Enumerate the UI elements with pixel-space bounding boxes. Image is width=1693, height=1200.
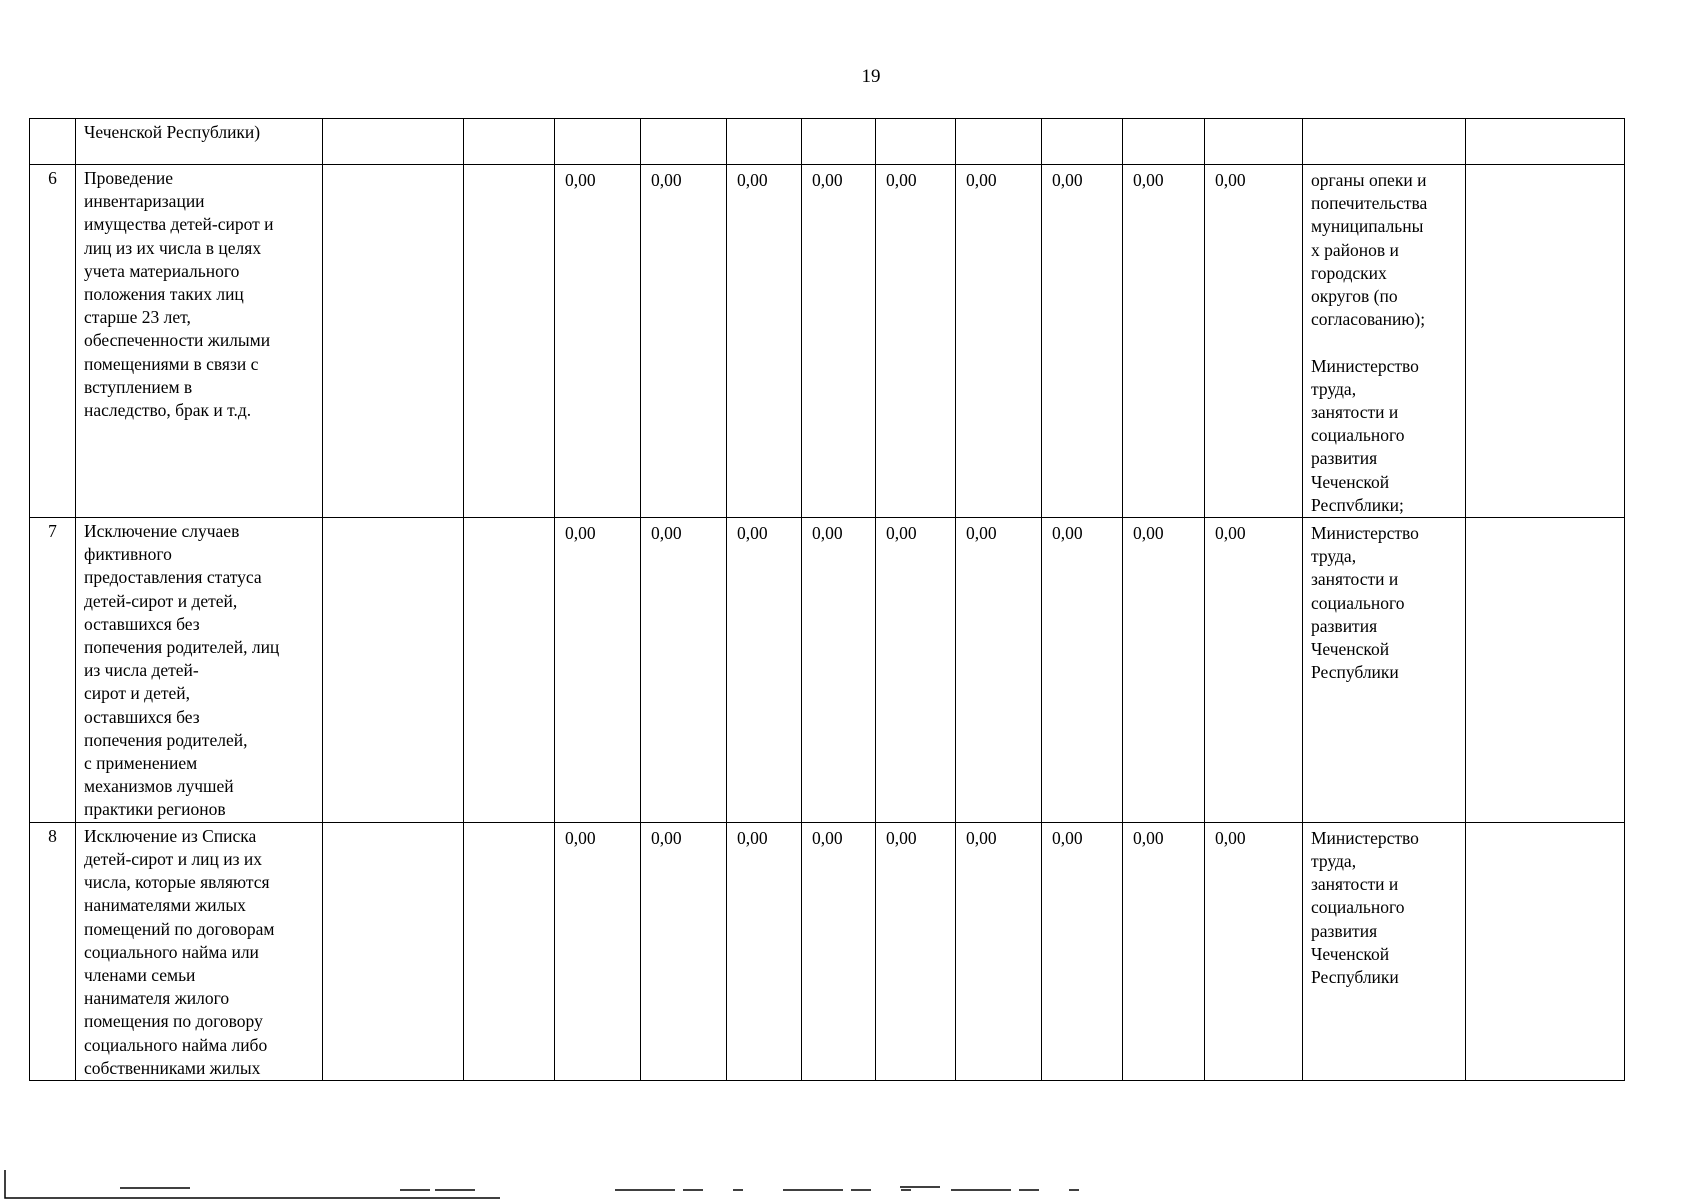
cell-activity-name: Исключение случаев фиктивного предоставления статуса детей-сирот и детей, оставшихся без попечения родителей, лиц из числа детей- сирот и детей, оставшихся без попечения родителей, с применением механизмов лучшей практики регионов bbox=[76, 518, 323, 823]
cell-value: 0,00 bbox=[641, 518, 727, 823]
cell-empty bbox=[464, 165, 555, 518]
cell-value: 0,00 bbox=[641, 822, 727, 1080]
page-number: 19 bbox=[861, 66, 881, 87]
cell-value: 0,00 bbox=[876, 518, 956, 823]
cell-value: 0,00 bbox=[1123, 518, 1205, 823]
cell-empty bbox=[876, 119, 956, 165]
cell-value: 0,00 bbox=[1205, 165, 1303, 518]
table-row bbox=[30, 822, 1625, 1080]
cell-value: 0,00 bbox=[876, 822, 956, 1080]
cell-empty bbox=[464, 822, 555, 1080]
cell-responsible: органы опеки и попечительства муниципальны х районов и городских округов (по согласованию); Министерство труда, занятости и социального развития Чеченской Респvблики; bbox=[1303, 165, 1466, 518]
cell-empty bbox=[1466, 165, 1625, 518]
cell-value: 0,00 bbox=[1205, 518, 1303, 823]
cell-value: 0,00 bbox=[555, 822, 641, 1080]
cell-value: 0,00 bbox=[641, 165, 727, 518]
cell-value: 0,00 bbox=[956, 165, 1042, 518]
cell-value: 0,00 bbox=[727, 165, 802, 518]
cell-empty bbox=[956, 119, 1042, 165]
cell-empty bbox=[323, 165, 464, 518]
cell-value: 0,00 bbox=[956, 518, 1042, 823]
table-row-continuation bbox=[30, 119, 1625, 165]
cell-value: 0,00 bbox=[956, 822, 1042, 1080]
cell-empty bbox=[1205, 119, 1303, 165]
cell-value: 0,00 bbox=[1042, 518, 1123, 823]
cell-empty bbox=[641, 119, 727, 165]
cell-empty bbox=[1466, 119, 1625, 165]
cell-empty bbox=[464, 119, 555, 165]
cell-value: 0,00 bbox=[1042, 822, 1123, 1080]
cell-value: 0,00 bbox=[1123, 165, 1205, 518]
cell-activity-name: Исключение из Списка детей-сирот и лиц из их числа, которые являются нанимателями жилых помещений по договорам социального найма или членами семьи нанимателя жилого помещения по договору социального найма либо собственниками жилых bbox=[76, 822, 323, 1080]
cell-empty bbox=[1123, 119, 1205, 165]
cell-value: 0,00 bbox=[1205, 822, 1303, 1080]
cell-value: 0,00 bbox=[1123, 822, 1205, 1080]
cell-activity-name: Чеченской Республики) bbox=[76, 119, 323, 165]
cell-value: 0,00 bbox=[1042, 165, 1123, 518]
cell-value: 0,00 bbox=[555, 165, 641, 518]
cell-value: 0,00 bbox=[876, 165, 956, 518]
cell-empty bbox=[323, 518, 464, 823]
cell-responsible bbox=[1303, 119, 1466, 165]
program-activities-table bbox=[29, 118, 1625, 1081]
cell-value: 0,00 bbox=[802, 822, 876, 1080]
cell-empty bbox=[555, 119, 641, 165]
scan-artifact-lines bbox=[0, 1150, 1693, 1200]
cell-value: 0,00 bbox=[802, 518, 876, 823]
cell-empty bbox=[1466, 518, 1625, 823]
cell-num bbox=[30, 119, 76, 165]
cell-empty bbox=[464, 518, 555, 823]
cell-responsible: Министерство труда, занятости и социального развития Чеченской Республики bbox=[1303, 518, 1466, 823]
cell-empty bbox=[323, 822, 464, 1080]
cell-empty bbox=[1042, 119, 1123, 165]
cell-empty bbox=[1466, 822, 1625, 1080]
cell-num: 7 bbox=[30, 518, 76, 823]
cell-value: 0,00 bbox=[555, 518, 641, 823]
cell-empty bbox=[727, 119, 802, 165]
cell-num: 8 bbox=[30, 822, 76, 1080]
cell-empty bbox=[802, 119, 876, 165]
cell-value: 0,00 bbox=[802, 165, 876, 518]
cell-num: 6 bbox=[30, 165, 76, 518]
cell-value: 0,00 bbox=[727, 822, 802, 1080]
table-row bbox=[30, 165, 1625, 518]
cell-responsible: Министерство труда, занятости и социального развития Чеченской Республики bbox=[1303, 822, 1466, 1080]
cell-empty bbox=[323, 119, 464, 165]
table-row bbox=[30, 518, 1625, 823]
cell-value: 0,00 bbox=[727, 518, 802, 823]
cell-activity-name: Проведение инвентаризации имущества детей-сирот и лиц из их числа в целях учета материального положения таких лиц старше 23 лет, обеспеченности жилыми помещениями в связи с вступлением в наследство, брак и т.д. bbox=[76, 165, 323, 518]
